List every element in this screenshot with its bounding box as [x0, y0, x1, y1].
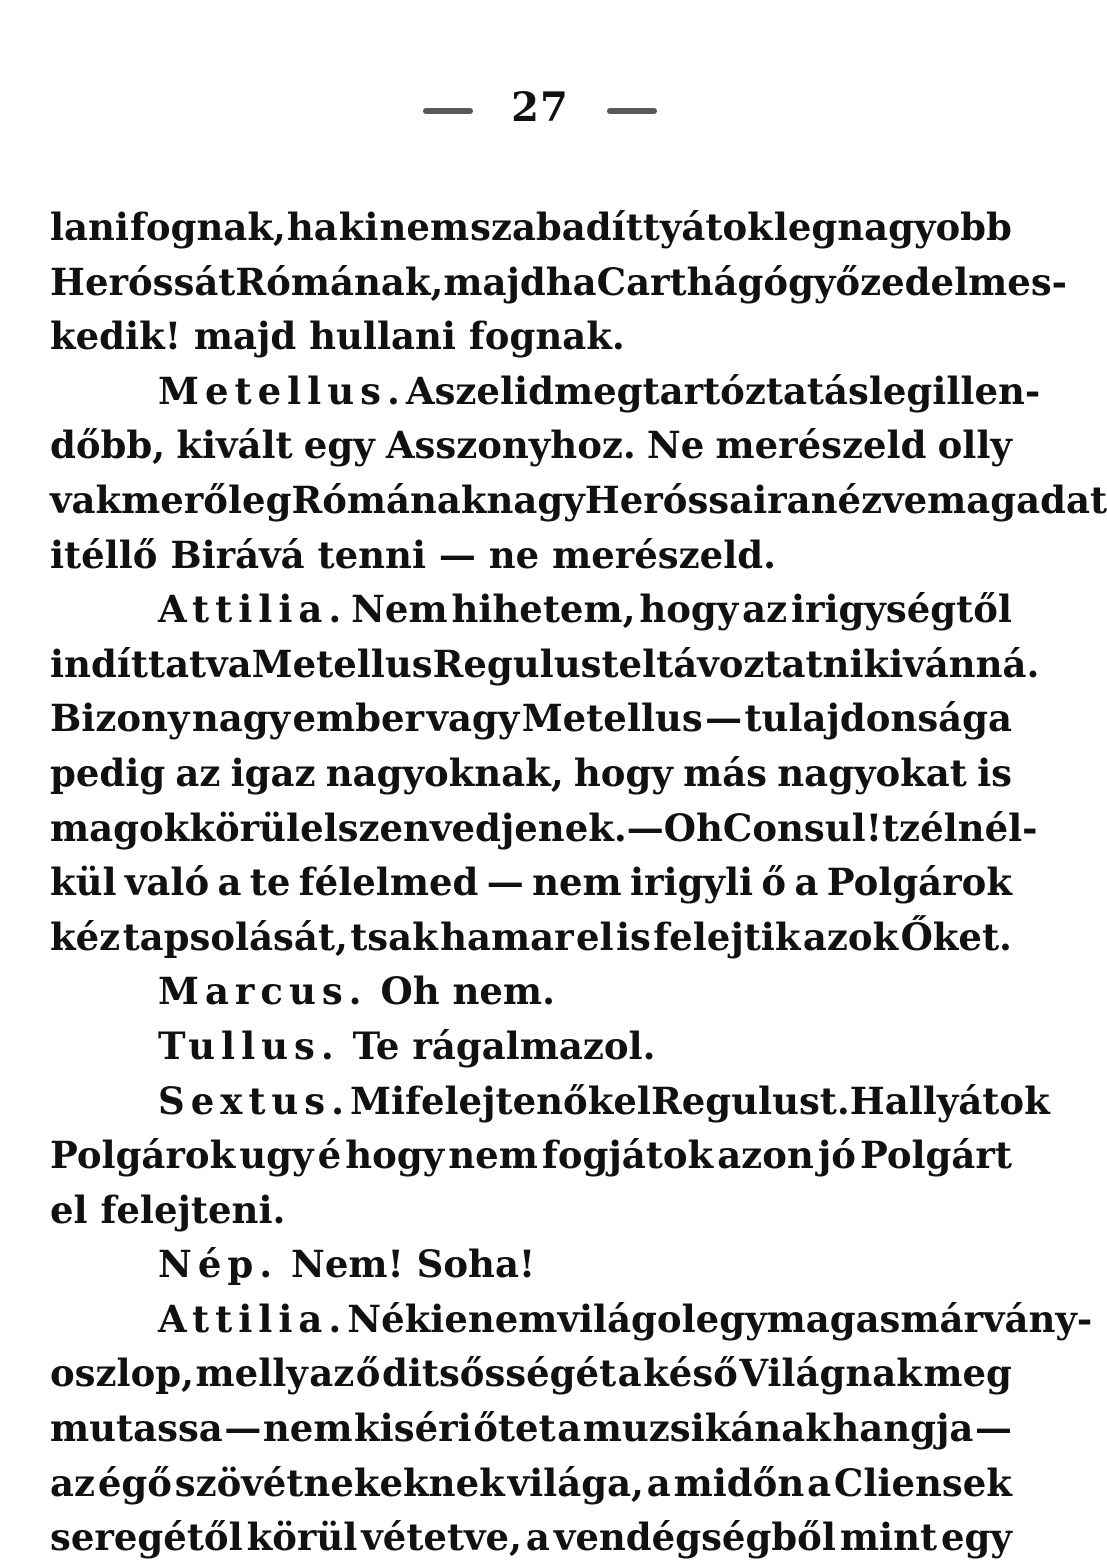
word: Polgárt: [859, 1133, 1012, 1178]
speaker-name: Marcus.: [158, 969, 368, 1014]
word: kiséri: [354, 1406, 472, 1451]
line-text: Oh nem.: [367, 969, 555, 1014]
word: —: [224, 1406, 262, 1451]
speaker-name: Tullus.: [158, 1023, 340, 1068]
word: ha: [286, 205, 338, 249]
word: más: [683, 750, 768, 795]
text-line: [50, 528, 1012, 583]
word: tartóztatás: [642, 368, 869, 413]
word: Rómának: [291, 477, 487, 522]
word: Világnak: [739, 1351, 922, 1396]
word: fognak,: [130, 205, 286, 249]
word: Attilia.: [158, 587, 348, 632]
word: szövétnekeknek: [174, 1460, 505, 1505]
word: oszlop,: [50, 1351, 195, 1396]
word: Metellus: [521, 696, 703, 741]
text-line: [50, 1401, 1012, 1456]
word: kül: [50, 860, 117, 905]
text-line: [50, 691, 1012, 746]
text-line: [50, 1456, 1012, 1511]
word: meg: [923, 1351, 1012, 1396]
word: tzél: [881, 805, 958, 850]
word: Sextus.: [158, 1078, 351, 1123]
word: Cliensek: [833, 1460, 1012, 1505]
word: majd: [443, 259, 546, 304]
word: Regulust: [432, 641, 619, 686]
word: Metellus: [251, 641, 433, 686]
word: világol: [557, 1296, 696, 1341]
text-line: [50, 801, 1038, 856]
line-text: el felejteni.: [50, 1187, 286, 1232]
word: hamar: [440, 914, 574, 959]
right-ornament: [607, 108, 657, 114]
text-line: [50, 910, 1012, 965]
word: nagy: [486, 477, 585, 522]
word: a: [794, 860, 819, 905]
word: az: [175, 750, 221, 795]
word: körül: [246, 1515, 358, 1560]
text-line: [50, 1346, 1012, 1401]
word: márvány-: [900, 1296, 1093, 1341]
word: indíttatva: [50, 641, 252, 686]
word: nem: [379, 205, 470, 249]
word: fogjátok: [541, 1133, 714, 1178]
text-line: [50, 200, 1012, 255]
word: meg: [553, 368, 643, 413]
word: kivánná.: [863, 641, 1040, 686]
text-line: [50, 1019, 1012, 1074]
word: irigységtől: [790, 587, 1012, 632]
word: szelid: [434, 368, 554, 413]
word: nél-: [957, 805, 1038, 850]
word: merészeld: [715, 423, 927, 468]
word: muzsikának: [582, 1406, 831, 1451]
speaker-name: Nép.: [158, 1242, 279, 1287]
word: —: [626, 805, 664, 850]
line-text: Nem! Soha!: [278, 1242, 536, 1287]
word: nem: [262, 1406, 353, 1451]
word: —: [974, 1406, 1012, 1451]
word: Rómának,: [235, 259, 444, 304]
word: ditsősségét: [381, 1351, 617, 1396]
word: a: [807, 1460, 832, 1505]
word: nem: [467, 1296, 558, 1341]
word: szabadíttyátok: [470, 205, 773, 249]
word: Mi: [350, 1078, 406, 1123]
word: irigyli: [630, 860, 754, 905]
word: A: [405, 368, 435, 413]
word: dőbb,: [50, 423, 166, 468]
body-text: [50, 200, 1107, 1565]
word: ember: [292, 696, 425, 741]
word: legillen-: [868, 368, 1041, 413]
word: is: [616, 914, 651, 959]
word: a: [557, 1406, 582, 1451]
word: Metellus.: [158, 368, 406, 413]
word: az: [309, 1351, 355, 1396]
word: égő: [97, 1460, 172, 1505]
word: ugy: [239, 1133, 314, 1178]
word: te: [249, 860, 291, 905]
word: igaz: [230, 750, 316, 795]
text-line: [50, 1074, 1050, 1129]
text-line: [50, 582, 1012, 637]
text-line: [50, 964, 1012, 1019]
word: az: [50, 1460, 95, 1505]
word: Carthágó: [596, 259, 789, 304]
word: felejtik: [653, 914, 801, 959]
word: melly: [195, 1351, 308, 1396]
word: tulajdonsága: [744, 696, 1012, 741]
word: a: [617, 1351, 642, 1396]
text-line: [50, 473, 1107, 528]
word: —: [486, 860, 524, 905]
text-line: [50, 855, 1012, 910]
word: eltávoztatni: [618, 641, 864, 686]
word: Bizony: [50, 696, 190, 741]
word: egy: [695, 1296, 767, 1341]
word: hihetem,: [451, 587, 636, 632]
word: félelmed: [298, 860, 479, 905]
word: midőn: [673, 1460, 805, 1505]
page-number: 27: [511, 84, 569, 131]
word: őtet: [473, 1406, 556, 1451]
word: a: [217, 860, 242, 905]
word: vakmerőleg: [50, 477, 292, 522]
word: é: [317, 1133, 342, 1178]
word: hangja: [832, 1406, 974, 1451]
text-line: [50, 364, 1041, 419]
word: Heróssát: [50, 259, 236, 304]
word: késő: [643, 1351, 738, 1396]
word: el: [576, 914, 614, 959]
word: olly: [937, 423, 1012, 468]
word: Regulust.: [650, 1078, 850, 1123]
text-line: [50, 637, 1040, 692]
line-text: kedik! majd hullani fognak.: [50, 314, 625, 359]
word: nagyoknak,: [325, 750, 564, 795]
word: elszenvedjenek.: [300, 805, 627, 850]
word: Consul!: [722, 805, 882, 850]
word: hogy: [573, 750, 673, 795]
word: azon: [717, 1133, 814, 1178]
word: jó: [817, 1133, 856, 1178]
text-line: [50, 746, 1012, 801]
word: az: [742, 587, 788, 632]
word: nézve: [810, 477, 928, 522]
word: egy: [303, 423, 375, 468]
word: vendégségből: [553, 1515, 836, 1560]
word: ha: [545, 259, 597, 304]
word: nem: [448, 1133, 538, 1178]
word: vagy: [426, 696, 520, 741]
word: tsak: [350, 914, 438, 959]
line-text: Te rágalmazol.: [339, 1023, 656, 1068]
word: való: [124, 860, 210, 905]
word: Polgárok: [50, 1133, 236, 1178]
word: azok: [802, 914, 899, 959]
word: tapsolását,: [122, 914, 348, 959]
word: seregétől: [50, 1515, 243, 1560]
text-line: [50, 1128, 1012, 1183]
word: is: [977, 750, 1012, 795]
text-line: [50, 1292, 1093, 1347]
word: a: [646, 1460, 671, 1505]
line-text: itéllő Birává tenni — ne merészeld.: [50, 532, 776, 577]
word: el: [613, 1078, 651, 1123]
word: Oh: [663, 805, 723, 850]
word: Polgárok: [826, 860, 1012, 905]
word: nem: [532, 860, 622, 905]
word: győzedelmes-: [788, 259, 1068, 304]
page-header: [0, 82, 1080, 134]
word: világa,: [507, 1460, 644, 1505]
text-line: [50, 1510, 1012, 1565]
word: kivált: [176, 423, 293, 468]
word: ő: [761, 860, 787, 905]
word: mint: [839, 1515, 938, 1560]
word: nagyokat: [777, 750, 967, 795]
word: vétetve,: [361, 1515, 522, 1560]
word: mutassa: [50, 1406, 223, 1451]
word: Hallyátok: [849, 1078, 1050, 1123]
word: —: [705, 696, 743, 741]
word: Nékie: [347, 1296, 468, 1341]
word: magadat: [927, 477, 1107, 522]
word: a: [525, 1515, 550, 1560]
word: hogy: [639, 587, 739, 632]
word: Asszonyhoz.: [385, 423, 636, 468]
word: pedig: [50, 750, 166, 795]
text-line: [50, 255, 1068, 310]
text-line: [50, 418, 1012, 473]
text-line: [50, 1183, 1012, 1238]
word: felejtenők: [405, 1078, 614, 1123]
word: Ne: [646, 423, 705, 468]
word: Őket.: [900, 914, 1012, 959]
word: nagy: [191, 696, 291, 741]
word: Heróssaira: [584, 477, 811, 522]
word: hogy: [345, 1133, 445, 1178]
word: egy: [941, 1515, 1012, 1560]
word: ő: [355, 1351, 381, 1396]
word: körül: [189, 805, 301, 850]
word: magas: [766, 1296, 901, 1341]
word: legnagyobb: [773, 205, 1012, 249]
left-ornament: [423, 108, 473, 114]
text-line: [50, 309, 1012, 364]
word: kéz: [50, 914, 121, 959]
word: ki: [338, 205, 379, 249]
word: magok: [50, 805, 190, 850]
word: Nem: [351, 587, 448, 632]
word: lani: [50, 205, 129, 249]
word: Attilia.: [158, 1296, 348, 1341]
text-line: [50, 1237, 1012, 1292]
